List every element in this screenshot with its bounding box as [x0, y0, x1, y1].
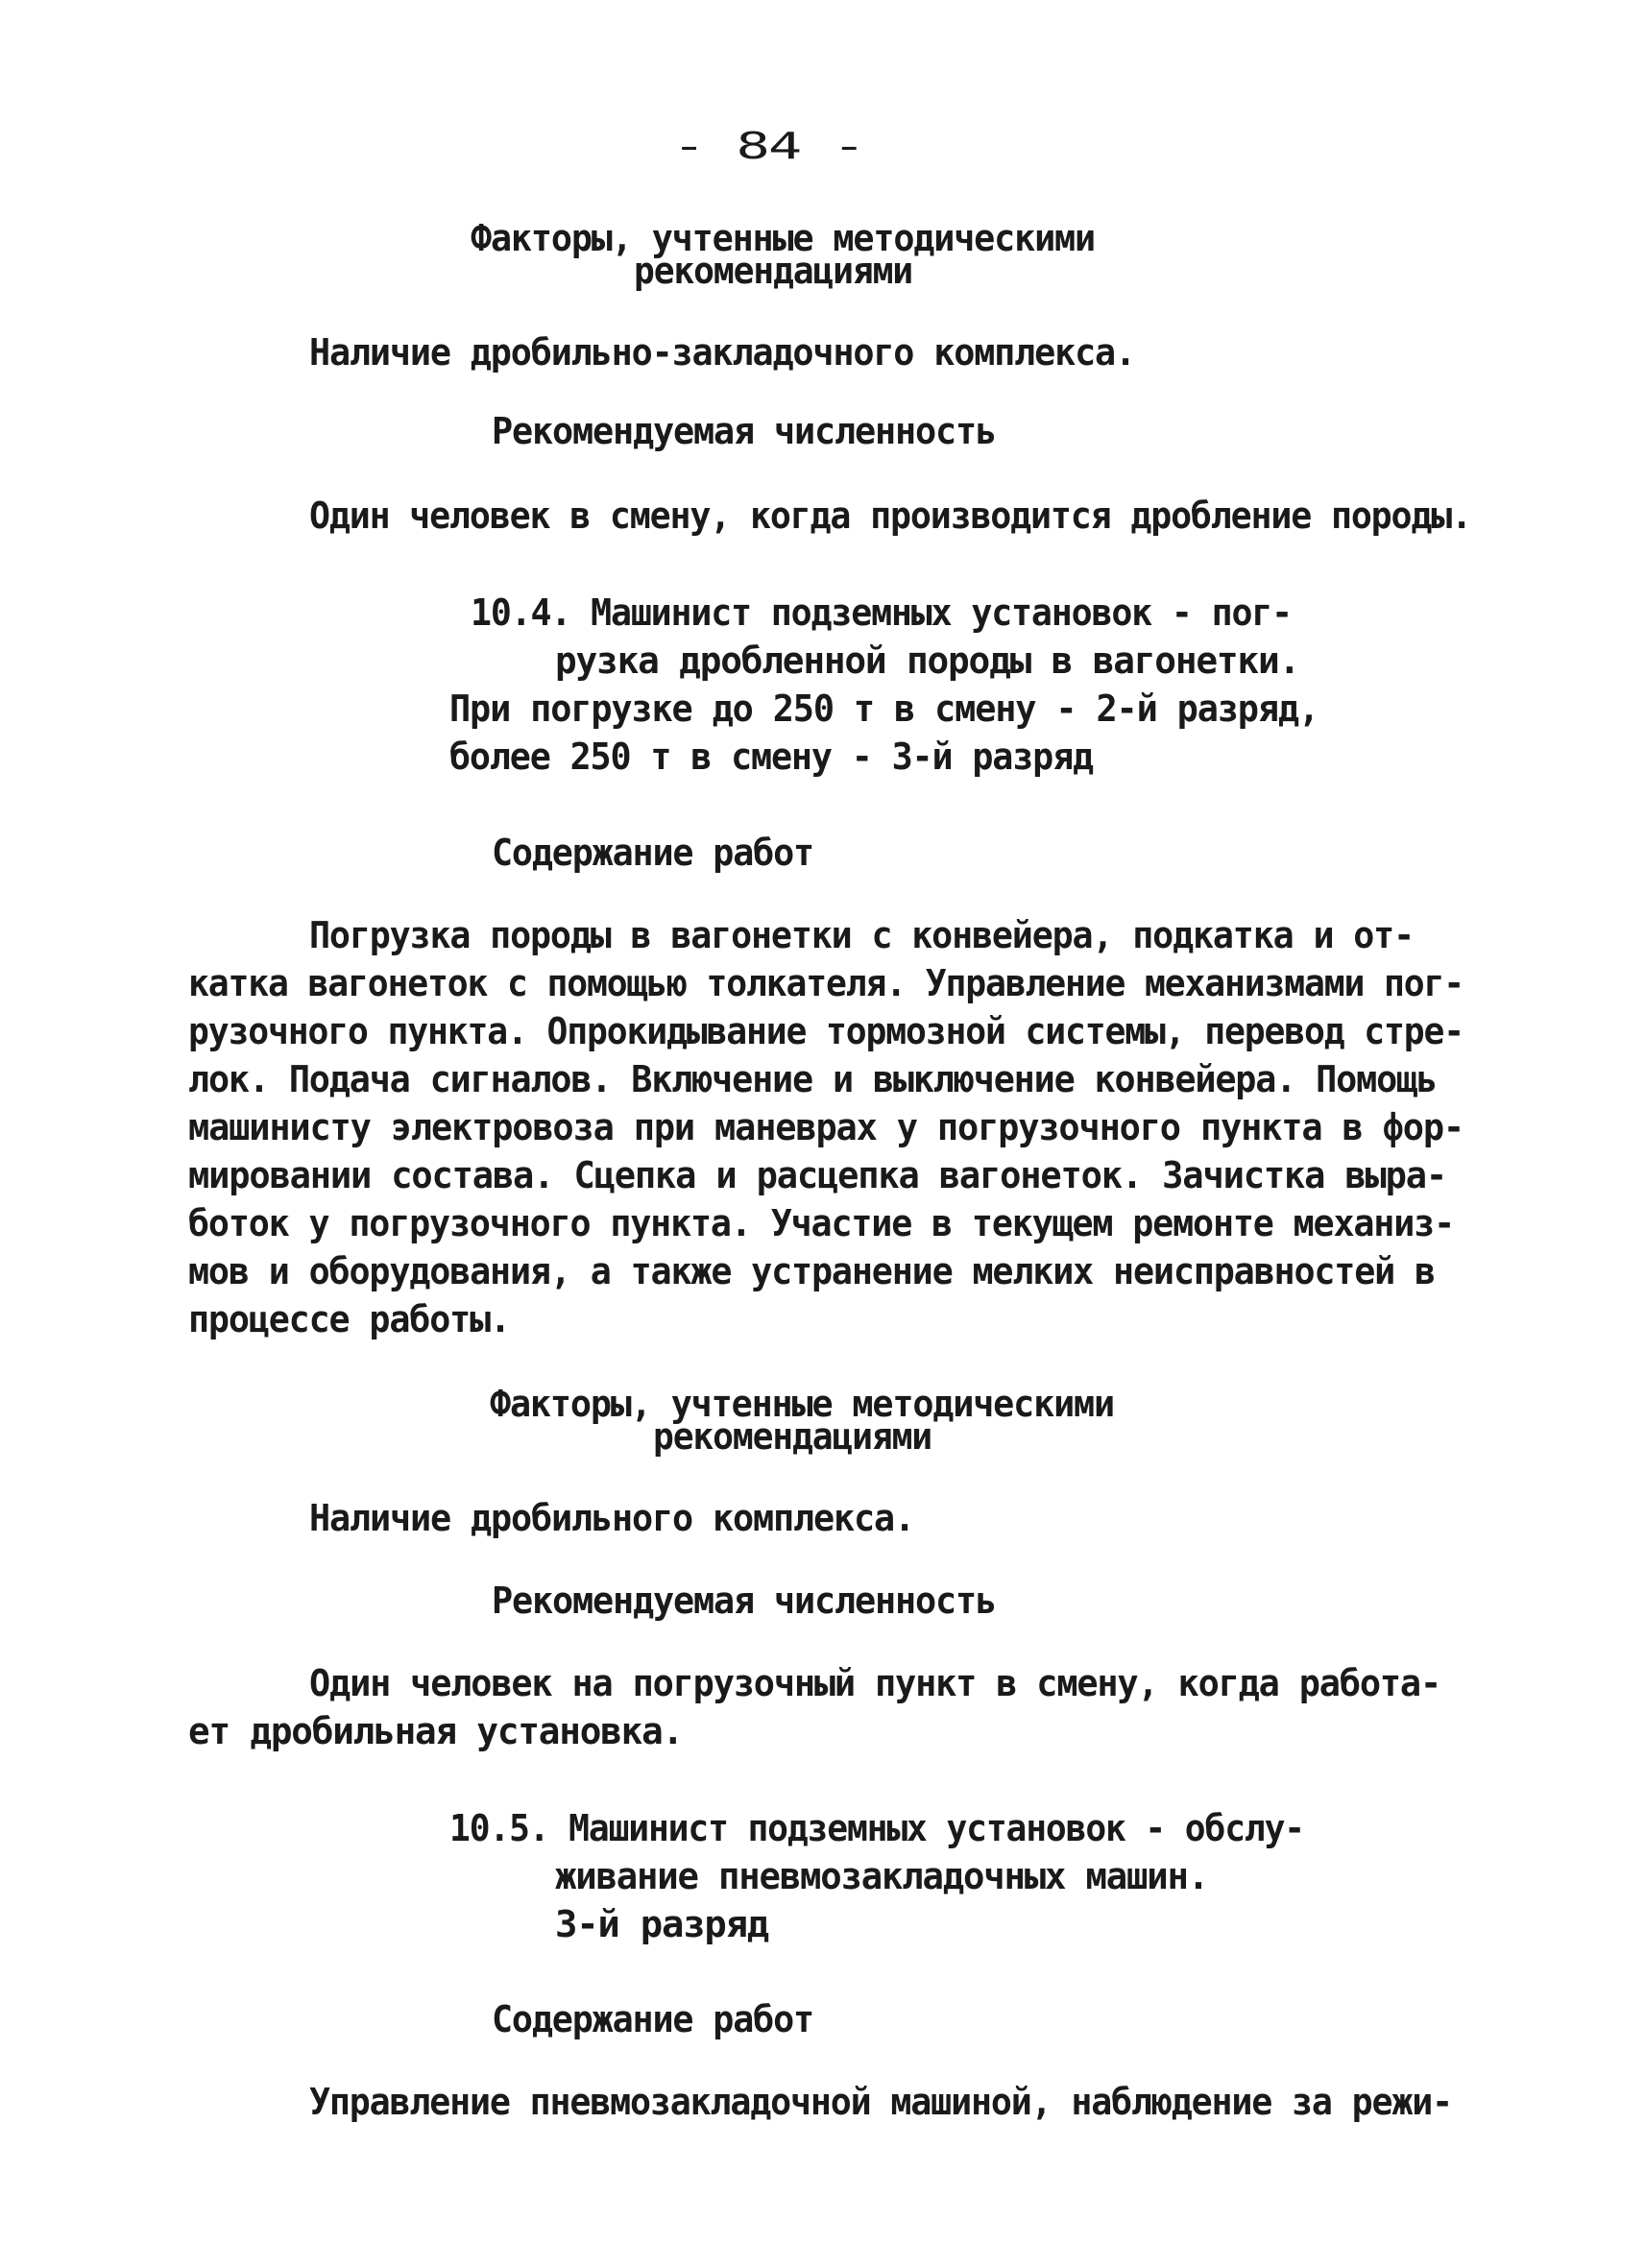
item-10-4-grade-2: более 250 т в смену - 3-й разряд — [449, 736, 1093, 778]
page-number: - 84 - — [672, 125, 864, 167]
item-10-5-title-1: 10.5. Машинист подземных установок - обслу- — [449, 1807, 1304, 1849]
content-heading-10-5: Содержание работ — [492, 1998, 813, 2040]
content-line: катка вагонеток с помощью толкателя. Управление механизмами пог- — [188, 962, 1464, 1004]
content-line: боток у погрузочного пункта. Участие в текущем ремонте механиз- — [188, 1202, 1454, 1244]
factors-heading-2b: рекомендациями — [653, 1415, 931, 1458]
content-line: Погрузка породы в вагонетки с конвейера, подкатка и от- — [309, 914, 1414, 956]
content-heading-10-4: Содержание работ — [492, 832, 813, 874]
item-10-5-title-2: живание пневмозакладочных машин. — [555, 1855, 1208, 1897]
content-line: машинисту электровоза при маневрах у погрузочного пункта в фор- — [188, 1106, 1464, 1148]
recommended-heading-2: Рекомендуемая численность — [492, 1580, 996, 1622]
recommended-text-2b: ет дробильная установка. — [188, 1710, 683, 1752]
recommended-text-1: Один человек в смену, когда производится дробление породы. — [309, 495, 1471, 537]
content-line: процессе работы. — [188, 1298, 510, 1340]
content-line: мов и оборудования, а также устранение мелких неисправностей в — [188, 1250, 1435, 1292]
recommended-heading-1: Рекомендуемая численность — [492, 410, 996, 452]
item-10-4-title-2: рузка дробленной породы в вагонетки. — [555, 639, 1299, 682]
content-line: рузочного пункта. Опрокидывание тормозной системы, перевод стре- — [188, 1010, 1464, 1052]
factors-heading-1b: рекомендациями — [634, 250, 912, 292]
content-line: лок. Подача сигналов. Включение и выключение конвейера. Помощь — [188, 1058, 1437, 1100]
factors-text-2: Наличие дробильного комплекса. — [309, 1497, 914, 1539]
content-line-10-5: Управление пневмозакладочной машиной, наблюдение за режи- — [309, 2081, 1452, 2123]
item-10-4-title-1: 10.4. Машинист подземных установок - пог- — [471, 591, 1292, 634]
factors-text-1: Наличие дробильно-закладочного комплекса. — [309, 331, 1135, 374]
factors-heading-1a: Факторы, учтенные методическими — [471, 217, 1095, 259]
factors-heading-2a: Факторы, учтенные методическими — [490, 1383, 1114, 1425]
recommended-text-2a: Один человек на погрузочный пункт в смену, когда работа- — [309, 1662, 1440, 1704]
item-10-5-grade: 3-й разряд — [555, 1903, 768, 1945]
content-line: мировании состава. Сцепка и расцепка вагонеток. Зачистка выра- — [188, 1154, 1446, 1196]
item-10-4-grade-1: При погрузке до 250 т в смену - 2-й разряд, — [449, 688, 1318, 730]
